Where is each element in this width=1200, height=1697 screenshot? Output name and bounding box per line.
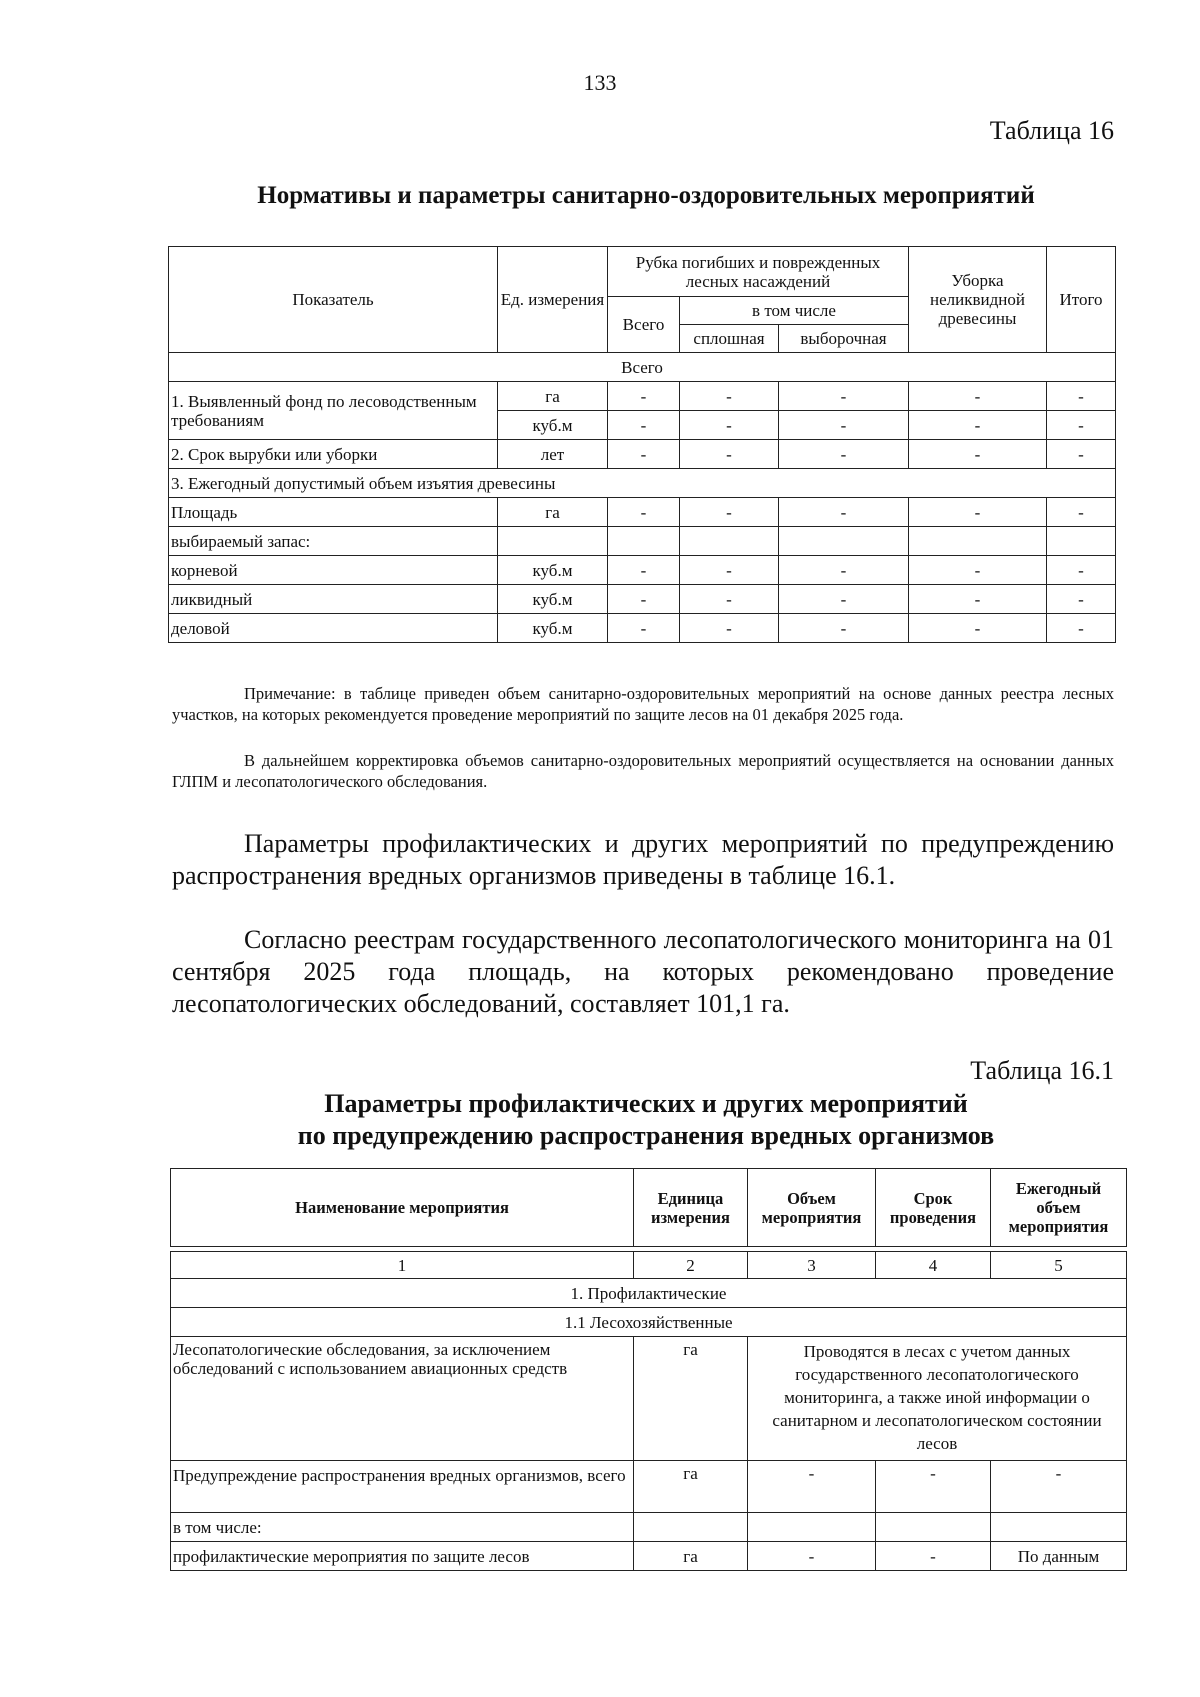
header-selective: выборочная (779, 325, 909, 353)
row-unit: куб.м (498, 614, 608, 643)
row-business-label: деловой (169, 614, 498, 643)
row-unit: куб.м (498, 585, 608, 614)
row-area-label: Площадь (169, 498, 498, 527)
header-felling: Рубка погибших и поврежденных лесных насаждений (608, 247, 909, 297)
header-term: Срок проведения (876, 1169, 991, 1247)
row-unit: га (498, 498, 608, 527)
cell-dash: - (680, 440, 779, 469)
cell-dash: - (779, 614, 909, 643)
cell-dash: - (909, 440, 1047, 469)
cell-dash: - (748, 1542, 876, 1571)
cell-dash: - (991, 1461, 1127, 1513)
cell-dash: - (876, 1461, 991, 1513)
empty-cell (876, 1513, 991, 1542)
cell-dash: - (680, 382, 779, 411)
cell-dash: - (608, 498, 680, 527)
cell-dash: - (909, 556, 1047, 585)
header-clear: сплошная (680, 325, 779, 353)
cell-dash: - (680, 556, 779, 585)
row-liquid-label: ликвидный (169, 585, 498, 614)
table-title-line: по предупреждению распространения вредных организмов (297, 1121, 995, 1150)
table-title: Нормативы и параметры санитарно-оздоровительных мероприятий (257, 182, 1035, 209)
cell-dash: - (909, 382, 1047, 411)
header-including: в том числе (680, 297, 909, 325)
cell-dash: - (909, 614, 1047, 643)
section-total: Всего (169, 353, 1116, 382)
cell-dash: - (1047, 411, 1116, 440)
header-annual: Ежегодный объем мероприятия (991, 1169, 1127, 1247)
row-prophylactic-unit: га (634, 1542, 748, 1571)
cell-dash: - (608, 556, 680, 585)
cell-dash: - (680, 498, 779, 527)
empty-cell (498, 527, 608, 556)
cell-dash: - (909, 498, 1047, 527)
row-unit: куб.м (498, 411, 608, 440)
note-paragraph: Примечание: в таблице приведен объем санитарно-оздоровительных мероприятий на основе данных реестра лесных участков, на которых рекомендуется проведение мероприятий по защите лесов на 01 декабря 2025 года. (172, 684, 1114, 724)
cell-dash: - (1047, 585, 1116, 614)
cell-dash: - (748, 1461, 876, 1513)
empty-cell (680, 527, 779, 556)
row-unit: куб.м (498, 556, 608, 585)
page-number: 133 (583, 70, 617, 95)
note-paragraph: В дальнейшем корректировка объемов санитарно-оздоровительных мероприятий осуществляется на основании данных ГЛПМ и лесопатологического обследования. (172, 751, 1114, 791)
row-survey-unit: га (634, 1337, 748, 1461)
cell-dash: - (909, 585, 1047, 614)
table-label: Таблица 16.1 (970, 1056, 1114, 1085)
empty-cell (779, 527, 909, 556)
header-unit: Ед. измерения (498, 247, 608, 353)
row-stock-label: выбираемый запас: (169, 527, 498, 556)
empty-cell (634, 1513, 748, 1542)
row-unit: лет (498, 440, 608, 469)
header-volume: Объем мероприятия (748, 1169, 876, 1247)
table-title-line: Параметры профилактических и других мероприятий (324, 1089, 968, 1118)
body-paragraph: Согласно реестрам государственного лесопатологического мониторинга на 01 сентября 2025 года площадь, на которых рекомендовано проведение лесопатологических обследований, составляет 101,1 га. (172, 925, 1114, 1018)
cell-dash: - (909, 411, 1047, 440)
column-number: 3 (748, 1252, 876, 1279)
row-prophylactic-annual: По данным (991, 1542, 1127, 1571)
cell-dash: - (608, 440, 680, 469)
row-including-label: в том числе: (171, 1513, 634, 1542)
header-cleanup: Уборка неликвидной древесины (909, 247, 1047, 353)
prophylactic-measures-table (170, 1251, 1127, 1571)
empty-cell (608, 527, 680, 556)
row-term-label: 2. Срок вырубки или уборки (169, 440, 498, 469)
cell-dash: - (608, 585, 680, 614)
empty-cell (748, 1513, 876, 1542)
cell-dash: - (1047, 382, 1116, 411)
section-prophylactic: 1. Профилактические (171, 1279, 1127, 1308)
header-name: Наименование мероприятия (171, 1169, 634, 1247)
cell-dash: - (608, 614, 680, 643)
cell-dash: - (1047, 440, 1116, 469)
cell-dash: - (1047, 498, 1116, 527)
sanitary-measures-table (168, 246, 1116, 643)
cell-dash: - (1047, 614, 1116, 643)
cell-dash: - (779, 498, 909, 527)
cell-dash: - (779, 585, 909, 614)
header-unit: Единица измерения (634, 1169, 748, 1247)
row-root-label: корневой (169, 556, 498, 585)
cell-dash: - (779, 556, 909, 585)
cell-dash: - (680, 614, 779, 643)
column-number: 2 (634, 1252, 748, 1279)
cell-dash: - (779, 382, 909, 411)
column-number: 4 (876, 1252, 991, 1279)
empty-cell (909, 527, 1047, 556)
column-number: 5 (991, 1252, 1127, 1279)
column-number: 1 (171, 1252, 634, 1279)
row-annual-label: 3. Ежегодный допустимый объем изъятия древесины (169, 469, 1116, 498)
subsection-forestry: 1.1 Лесохозяйственные (171, 1308, 1127, 1337)
header-total: Итого (1047, 247, 1116, 353)
cell-dash: - (1047, 556, 1116, 585)
cell-dash: - (876, 1542, 991, 1571)
row-prevent-name: Предупреждение распространения вредных организмов, всего (171, 1461, 634, 1513)
header-felling-total: Всего (608, 297, 680, 353)
cell-dash: - (608, 411, 680, 440)
cell-dash: - (680, 585, 779, 614)
cell-dash: - (608, 382, 680, 411)
table-label: Таблица 16 (989, 116, 1114, 145)
row-survey-note: Проводятся в лесах с учетом данных государственного лесопатологического мониторинга, а также иной информации о санитарном и лесопатологическом состоянии лесов (748, 1337, 1127, 1461)
row-unit: га (498, 382, 608, 411)
body-paragraph: Параметры профилактических и других мероприятий по предупреждению распространения вредных организмов приведены в таблице 16.1. (172, 829, 1114, 890)
cell-dash: - (779, 411, 909, 440)
row-survey-name: Лесопатологические обследования, за исключением обследований с использованием авиационных средств (171, 1337, 634, 1461)
row-prevent-unit: га (634, 1461, 748, 1513)
empty-cell (1047, 527, 1116, 556)
row-fund-label: 1. Выявленный фонд по лесоводственным требованиям (169, 382, 498, 440)
cell-dash: - (680, 411, 779, 440)
header-indicator: Показатель (169, 247, 498, 353)
prophylactic-measures-header (170, 1168, 1127, 1247)
cell-dash: - (779, 440, 909, 469)
row-prophylactic-name: профилактические мероприятия по защите лесов (171, 1542, 634, 1571)
empty-cell (991, 1513, 1127, 1542)
